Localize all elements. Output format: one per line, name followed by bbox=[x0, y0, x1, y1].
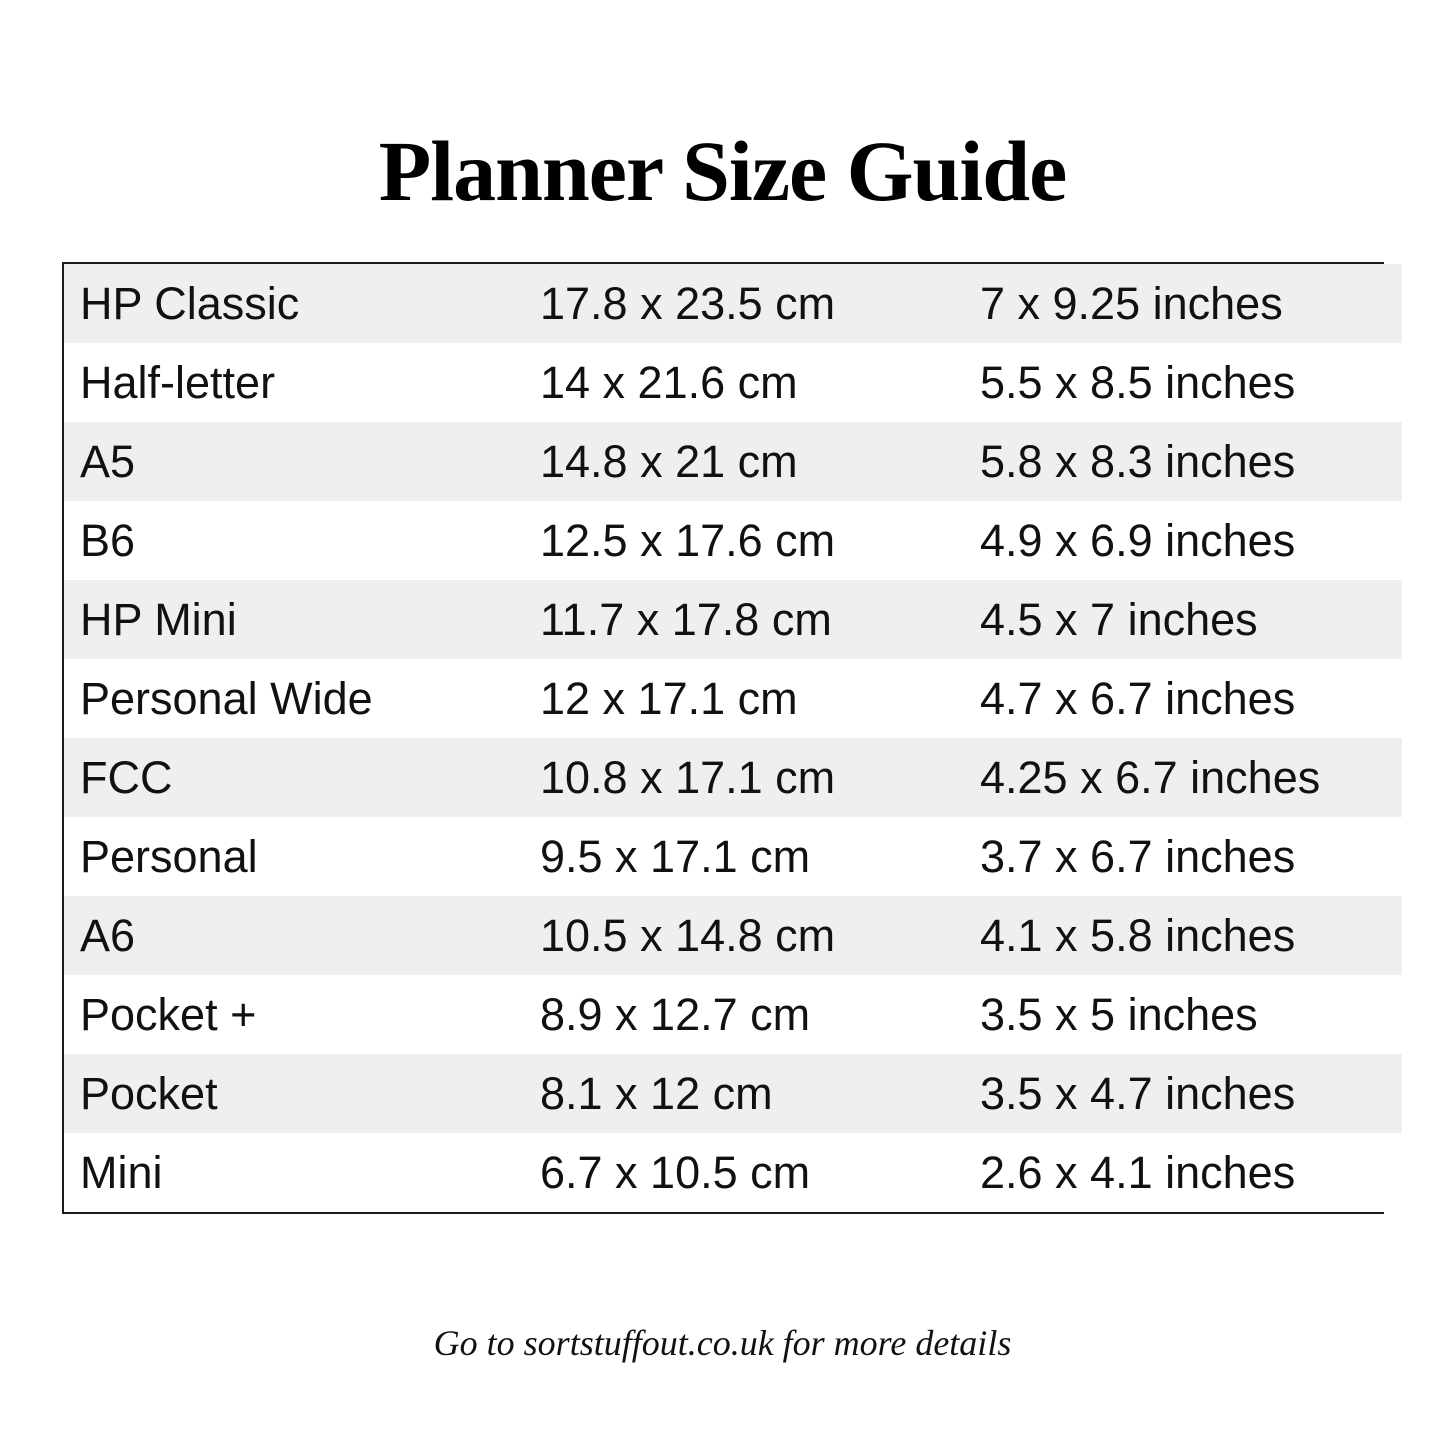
size-table-body bbox=[64, 264, 1402, 1212]
table-row bbox=[64, 1054, 1402, 1133]
footer-note: Go to sortstuffout.co.uk for more details bbox=[433, 1323, 1012, 1363]
page-title: Planner Size Guide bbox=[378, 123, 1067, 219]
cell-planner-name: Half-letter bbox=[64, 343, 540, 422]
cell-size-cm: 12.5 x 17.6 cm bbox=[540, 501, 980, 580]
table-row bbox=[64, 975, 1402, 1054]
cell-size-inches: 4.1 x 5.8 inches bbox=[980, 896, 1402, 975]
cell-size-cm: 8.9 x 12.7 cm bbox=[540, 975, 980, 1054]
cell-planner-name: Personal bbox=[64, 817, 540, 896]
cell-size-inches: 3.7 x 6.7 inches bbox=[980, 817, 1402, 896]
cell-size-inches: 3.5 x 4.7 inches bbox=[980, 1054, 1402, 1133]
table-row bbox=[64, 343, 1402, 422]
cell-size-cm: 14.8 x 21 cm bbox=[540, 422, 980, 501]
table-row bbox=[64, 738, 1402, 817]
cell-size-cm: 17.8 x 23.5 cm bbox=[540, 264, 980, 343]
cell-planner-name: A5 bbox=[64, 422, 540, 501]
cell-planner-name: Pocket + bbox=[64, 975, 540, 1054]
cell-size-cm: 14 x 21.6 cm bbox=[540, 343, 980, 422]
cell-size-cm: 10.5 x 14.8 cm bbox=[540, 896, 980, 975]
table-row bbox=[64, 501, 1402, 580]
table-row bbox=[64, 896, 1402, 975]
cell-size-cm: 11.7 x 17.8 cm bbox=[540, 580, 980, 659]
cell-size-cm: 10.8 x 17.1 cm bbox=[540, 738, 980, 817]
cell-size-cm: 8.1 x 12 cm bbox=[540, 1054, 980, 1133]
cell-size-inches: 4.5 x 7 inches bbox=[980, 580, 1402, 659]
cell-planner-name: Personal Wide bbox=[64, 659, 540, 738]
cell-size-inches: 2.6 x 4.1 inches bbox=[980, 1133, 1402, 1212]
table-row bbox=[64, 422, 1402, 501]
cell-size-cm: 12 x 17.1 cm bbox=[540, 659, 980, 738]
cell-planner-name: A6 bbox=[64, 896, 540, 975]
cell-planner-name: Mini bbox=[64, 1133, 540, 1212]
cell-planner-name: B6 bbox=[64, 501, 540, 580]
cell-planner-name: Pocket bbox=[64, 1054, 540, 1133]
table-row bbox=[64, 817, 1402, 896]
size-table bbox=[64, 264, 1402, 1212]
table-row bbox=[64, 659, 1402, 738]
cell-size-inches: 4.9 x 6.9 inches bbox=[980, 501, 1402, 580]
cell-size-inches: 7 x 9.25 inches bbox=[980, 264, 1402, 343]
cell-size-inches: 3.5 x 5 inches bbox=[980, 975, 1402, 1054]
size-table-container bbox=[62, 262, 1384, 1214]
cell-size-cm: 6.7 x 10.5 cm bbox=[540, 1133, 980, 1212]
table-row bbox=[64, 264, 1402, 343]
cell-planner-name: FCC bbox=[64, 738, 540, 817]
cell-size-inches: 4.7 x 6.7 inches bbox=[980, 659, 1402, 738]
cell-planner-name: HP Mini bbox=[64, 580, 540, 659]
cell-size-inches: 5.8 x 8.3 inches bbox=[980, 422, 1402, 501]
table-row bbox=[64, 580, 1402, 659]
cell-size-cm: 9.5 x 17.1 cm bbox=[540, 817, 980, 896]
table-row bbox=[64, 1133, 1402, 1212]
cell-size-inches: 5.5 x 8.5 inches bbox=[980, 343, 1402, 422]
cell-size-inches: 4.25 x 6.7 inches bbox=[980, 738, 1402, 817]
cell-planner-name: HP Classic bbox=[64, 264, 540, 343]
